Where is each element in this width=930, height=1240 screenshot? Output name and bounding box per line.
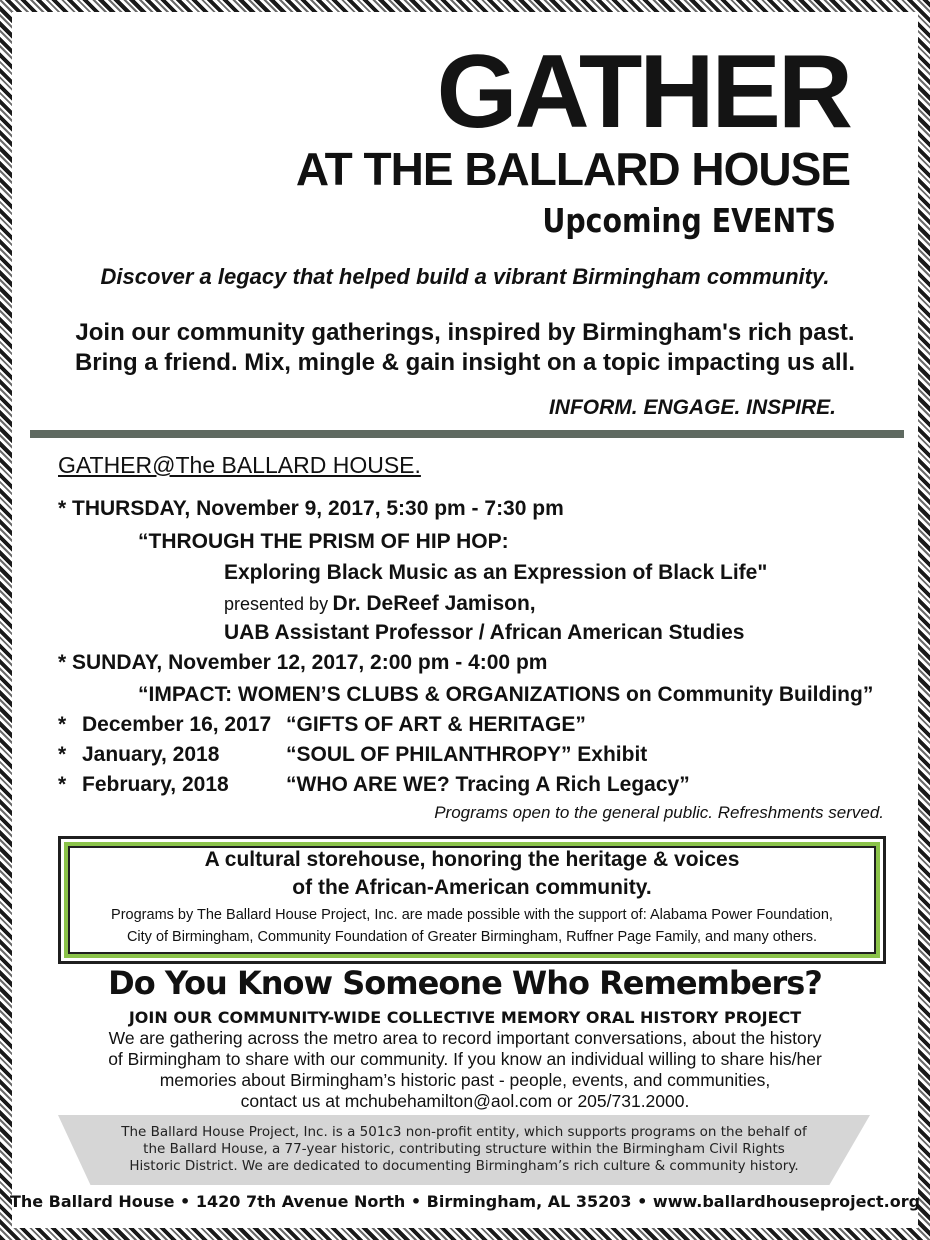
footer-address: The Ballard House • 1420 7th Avenue North • Birmingham, AL 35203 • www.ballardhouseproject.org: [9, 1192, 921, 1211]
divider: [30, 430, 904, 438]
presented-by-label: presented by: [224, 594, 329, 614]
schedule-heading: GATHER@The BALLARD HOUSE.: [58, 452, 421, 478]
oral-line-3: memories about Birmingham’s historic past - people, events, and communities,: [159, 1070, 771, 1090]
motto: INFORM. ENGAGE. INSPIRE.: [548, 396, 836, 419]
event-4-title: “SOUL OF PHILANTHROPY” Exhibit: [286, 743, 648, 766]
intro-text: [0, 318, 930, 378]
page-subtitle: AT THE BALLARD HOUSE: [295, 143, 850, 195]
event-5-date: February, 2018: [82, 773, 229, 796]
oral-line-4: contact us at mchubehamilton@aol.com or 205/731.2000.: [240, 1091, 690, 1111]
oral-history-text: [0, 1028, 930, 1112]
event-1-presenter-line: [224, 592, 536, 616]
oral-line-1: We are gathering across the metro area to record important conversations, about the history: [108, 1028, 822, 1048]
event-4-date: January, 2018: [82, 743, 220, 766]
tagline: Discover a legacy that helped build a vibrant Birmingham community.: [100, 264, 830, 289]
nonprofit-line-1: The Ballard House Project, Inc. is a 501c3 non-profit entity, which supports programs on the behalf of: [121, 1124, 807, 1140]
storehouse-line-1: A cultural storehouse, honoring the heritage & voices: [204, 848, 740, 871]
event-2-title: “IMPACT: WOMEN’S CLUBS & ORGANIZATIONS on Community Building”: [138, 683, 874, 706]
event-1-title: “THROUGH THE PRISM OF HIP HOP:: [138, 530, 509, 553]
event-3-title: “GIFTS OF ART & HERITAGE”: [286, 713, 586, 736]
event-1-when: * THURSDAY, November 9, 2017, 5:30 pm - 7:30 pm: [58, 497, 564, 520]
nonprofit-line-2: the Ballard House, a 77-year historic, contributing structure within the Birmingham Civil Rights: [143, 1141, 785, 1157]
oral-history-subheading: JOIN OUR COMMUNITY-WIDE COLLECTIVE MEMORY ORAL HISTORY PROJECT: [128, 1008, 802, 1027]
intro-line-1: Join our community gatherings, inspired by Birmingham's rich past.: [75, 319, 855, 346]
intro-line-2: Bring a friend. Mix, mingle & gain insight on a topic impacting us all.: [74, 349, 856, 376]
nonprofit-text: [58, 1124, 870, 1175]
nonprofit-line-3: Historic District. We are dedicated to documenting Birmingham’s rich culture & community history.: [129, 1158, 799, 1174]
event-3-date: December 16, 2017: [82, 713, 272, 736]
programs-note: Programs open to the general public. Refreshments served.: [434, 803, 884, 822]
oral-history-heading: Do You Know Someone Who Remembers?: [108, 964, 822, 1002]
event-5-title: “WHO ARE WE? Tracing A Rich Legacy”: [286, 773, 690, 796]
events-label: Upcoming EVENTS: [542, 201, 836, 240]
support-line-2: City of Birmingham, Community Foundation of Greater Birmingham, Ruffner Page Family, and many others.: [126, 929, 818, 945]
event-2-when: * SUNDAY, November 12, 2017, 2:00 pm - 4:00 pm: [58, 651, 548, 674]
event-1-presenter-role: UAB Assistant Professor / African American Studies: [224, 621, 745, 644]
storehouse-line-2: of the African-American community.: [292, 876, 652, 899]
event-1-subtitle: Exploring Black Music as an Expression of Black Life": [224, 561, 768, 584]
event-4-bullet: *: [58, 743, 67, 766]
support-line-1: Programs by The Ballard House Project, Inc. are made possible with the support of: Alabama Power Foundation,: [111, 907, 833, 923]
page-title: GATHER: [436, 34, 850, 150]
event-3-bullet: *: [58, 713, 67, 736]
oral-line-2: of Birmingham to share with our community. If you know an individual willing to share his/her: [108, 1049, 822, 1069]
presenter-name: Dr. DeReef Jamison,: [332, 592, 536, 615]
event-5-bullet: *: [58, 773, 67, 796]
